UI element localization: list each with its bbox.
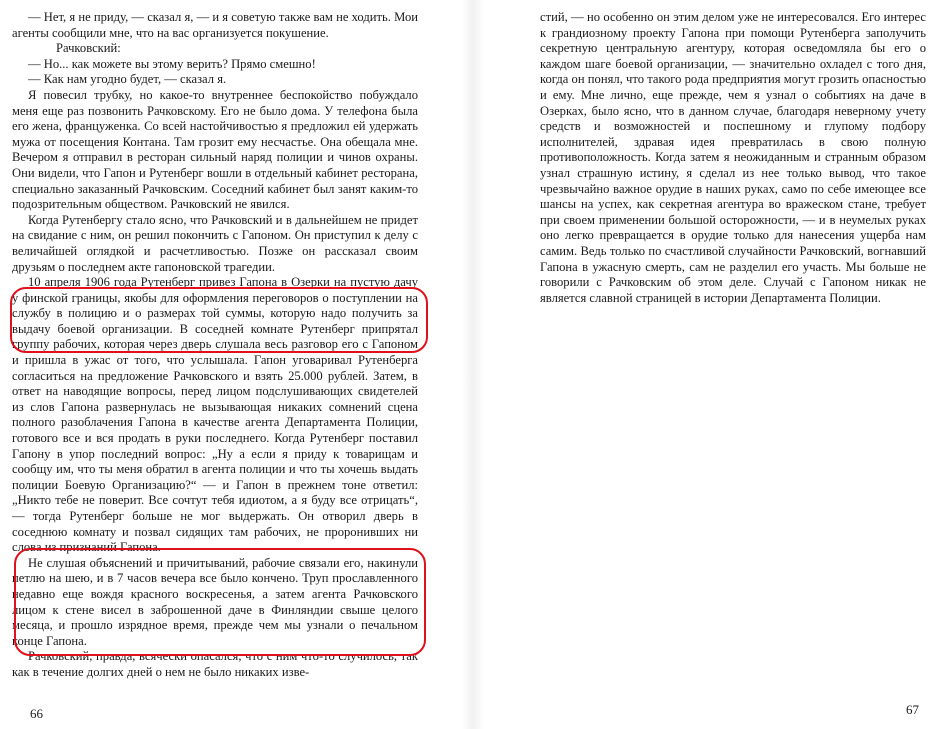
left-page-text [12, 10, 418, 681]
paragraph: Рачковский: [56, 41, 121, 56]
book-gutter [462, 0, 484, 729]
left-page [0, 0, 460, 729]
highlighted-paragraph: Не слушая объяснений и причитываний, рабочие связали его, накинули петлю на шею, и в 7 часов вечера все было кончено. Труп прославленного недавно еще вождя красного воскресенья, а затем агента Рачковского лицом к стене висел в заброшенной даче в Финляндии свыше целого месяца, и прошло изрядное время, прежде чем мы узнали о печальном конце Гапона. [12, 555, 418, 648]
right-page [486, 0, 946, 729]
paragraph: — Нет, я не приду, — сказал я, — и я советую также вам не ходить. Мои агенты сообщили мне, что на вас организуется покушение. [12, 10, 418, 40]
paragraph: Когда Рутенбергу стало ясно, что Рачковский и в дальнейшем не придет на свидание с ним, он решил покончить с Гапоном. Он приступил к делу с величайшей оглядкой и расчетливостью. Позже он рассказал своим друзьям о последнем акте гапоновской трагедии. [12, 212, 418, 274]
paragraph: Рачковский, правда, всячески опасался, что с ним что-то случилось, так как в течение долгих дней о нем не было никаких изве- [12, 649, 418, 679]
paragraph: Я повесил трубку, но какое-то внутреннее беспокойство побуждало меня еще раз позвонить Рачковскому. Его не было дома. У телефона была его жена, француженка. Со всей настойчивостью я предложил ей удержать мужа от посещения Контана. Там грозит ему несчастье. Она обещала мне. Вечером я отправил в ресторан сильный наряд полиции и чинов охраны. Они видели, что Гапон и Рутенберг вошли в отдельный кабинет ресторана, специально заказанный Рачковским. Соседний кабинет был занят каким-то подозрительным обществом. Рачковский не явился. [12, 87, 418, 212]
paragraph: — Как нам угодно будет, — сказал я. [28, 72, 227, 87]
highlighted-paragraph: 10 апреля 1906 года Рутенберг привез Гапона в Озерки на пустую дачу у финской границы, якобы для оформления переговоров о поступлении на службу в полицию и о размерах той суммы, которую надо получить за выдачу боевой организации. В соседней комнате Рутенберг припрятал группу рабочих, которая через дверь слушала весь разговор его с Гапоном и пришла в ужас от того, что услышала. Гапон уговаривал Рутенберга согласиться на предложение Рачковского и взять 25.000 рублей. Затем, в ответ на наводящие вопросы, перед лицом подслушивающих свидетелей из слов Гапона развернулась не вызывающая никаких сомнений сцена полного разоблачения Гапона в качестве агента Департамента Полиции, готового все и вся продать в руки последнего. Когда Рутенберг поставил Гапону в упор последний вопрос: „Ну а если я приду к товарищам и сообщу им, что ты меня обратил в агента полиции и что ты хочешь выдать полиции Боевую Организацию?“ — и Гапон в прежнем тоне ответил: „Никто тебе не поверит. Все сочтут тебя идиотом, а я буду все отрицать“, — тогда Рутенберг больше не мог выдержать. Он отворил дверь в соседнюю комнату и позвал сидящих там рабочих, не проронивших ни слова из признаний Гапона. [12, 275, 418, 555]
paragraph: — Но... как можете вы этому верить? Прямо смешно! [28, 56, 316, 71]
page-number: 66 [30, 706, 43, 721]
paragraph: стий, — но особенно он этим делом уже не интересовался. Его интерес к грандиозному проекту Гапона при помощи Рутенберга заполучить секретную центральную агентуру, которая осведомляла бы его о каждом шаге боевой организации, — значительно охладел с того дня, когда он понял, что такого рода предприятия могут грозить опасностью и ему. Мне лично, еще прежде, чем я узнал о событиях на даче в Озерках, было ясно, что в данном случае, благодаря неверному учету средств и возможностей и поспешному и глупому подбору исполнителей, здравая идея превратилась в свою полную противоположность. Когда затем я неожиданным и странным образом узнал страшную истину, я сделал из нее только вывод, что такое чрезвычайно важное орудие в наших руках, само по себе имеющее все шансы на успех, как секретная агентура во вражеском стане, требует при своем применении большой осторожности, — и в неумелых руках оно легко превращается в орудие только для нанесения ущерба нам самим. Ведь только по счастливой случайности Рачковский, вогнавший Гапона в ужасную смерть, сам не разделил его участь. Мы больше не говорили с Рачковским об этом деле. Случай с Гапоном никак не является славной страницей в истории Департамента Полиции. [540, 10, 926, 305]
right-page-text [540, 10, 926, 306]
page-number: 67 [906, 702, 919, 717]
